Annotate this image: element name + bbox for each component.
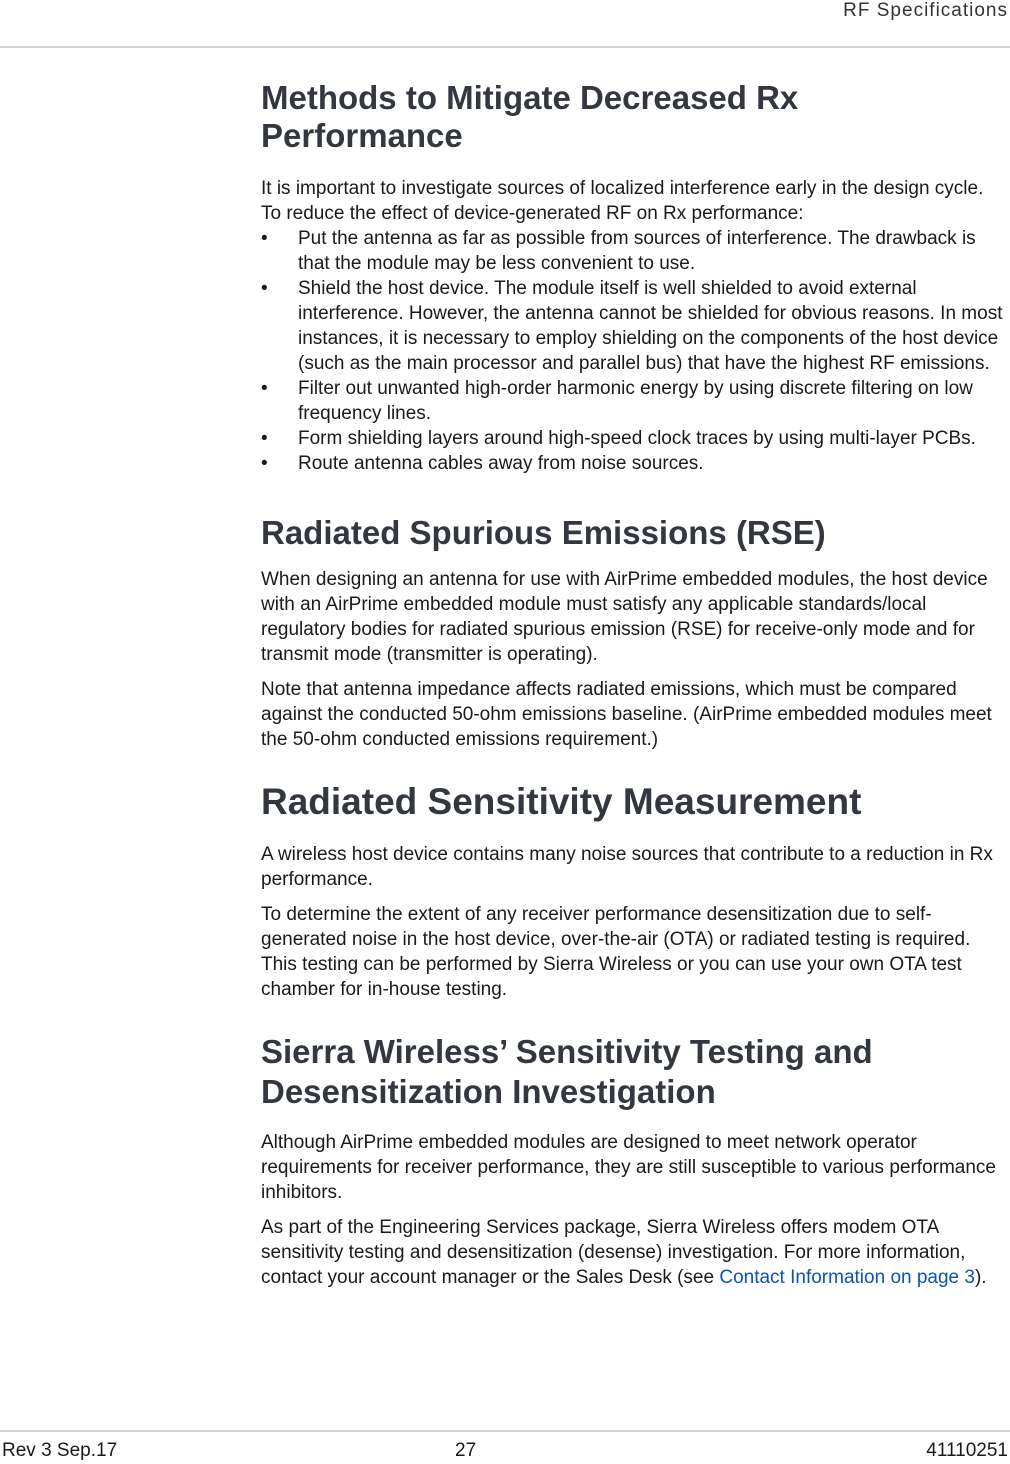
section-title-rsm: Radiated Sensitivity Measurement	[261, 781, 862, 822]
page-number: 27	[455, 1440, 477, 1461]
list-item: • Put the antenna as far as possible from sources of interference. The drawback is that the module may be less convenient to use.	[261, 228, 976, 274]
swi-paragraph-2: As part of the Engineering Services package, Sierra Wireless offers modem OTA sensitivity testing and desensitization (desense) investigation. For more information, contact your account manager or the Sales Desk (see Contact Information on page 3).	[261, 1217, 987, 1288]
section-title-rse: Radiated Spurious Emissions (RSE)	[261, 514, 826, 551]
rsm-paragraph-2: To determine the extent of any receiver performance desensitization due to self-generated noise in the host device, over-the-air (OTA) or radiated testing is required. This testing can be performed by Sierra Wireless or you can use your own OTA test chamber for in-house testing.	[261, 904, 971, 1000]
swi-paragraph-1: Although AirPrime embedded modules are designed to meet network operator requirements for receiver performance, they are still susceptible to various performance inhibitors.	[261, 1132, 996, 1203]
contact-information-link[interactable]: Contact Information on page 3	[719, 1267, 975, 1288]
header-rule	[0, 46, 1010, 48]
rx-bullet-list	[261, 226, 1007, 476]
bullet-icon: •	[261, 228, 268, 249]
bullet-icon: •	[261, 453, 268, 474]
rse-paragraph-1: When designing an antenna for use with AirPrime embedded modules, the host device with an AirPrime embedded module must satisfy any applicable standards/local regulatory bodies for radiated spurious emission (RSE) for receive-only mode and for transmit mode (transmitter is operating).	[261, 569, 988, 665]
rse-paragraph-2: Note that antenna impedance affects radiated emissions, which must be compared against the conducted 50-ohm emissions baseline. (AirPrime embedded modules meet the 50-ohm conducted emissions requirement.)	[261, 679, 992, 750]
section-title-rx: Methods to Mitigate Decreased Rx Performance	[261, 79, 799, 154]
list-item: • Route antenna cables away from noise sources.	[261, 453, 704, 474]
document-number: 41110251	[926, 1440, 1008, 1461]
running-header: RF Specifications	[843, 0, 1008, 21]
list-item: • Form shielding layers around high-speed clock traces by using multi-layer PCBs.	[261, 428, 976, 449]
rsm-paragraph-1: A wireless host device contains many noise sources that contribute to a reduction in Rx performance.	[261, 844, 993, 890]
bullet-icon: •	[261, 278, 268, 299]
bullet-icon: •	[261, 378, 268, 399]
page-content	[261, 79, 1007, 1290]
list-item: • Shield the host device. The module itself is well shielded to avoid external interference. However, the antenna cannot be shielded for obvious reasons. In most instances, it is necessary to employ shielding on the components of the host device (such as the main processor and parallel bus) that have the highest RF emissions.	[261, 278, 1003, 374]
rx-intro: It is important to investigate sources of localized interference early in the design cycle. To reduce the effect of device-generated RF on Rx performance:	[261, 178, 984, 224]
bullet-icon: •	[261, 428, 268, 449]
section-title-swi: Sierra Wireless’ Sensitivity Testing and Desensitization Investigation	[261, 1033, 873, 1110]
footer-rule	[0, 1430, 1010, 1432]
footer-revision: Rev 3 Sep.17	[2, 1440, 118, 1461]
list-item: • Filter out unwanted high-order harmonic energy by using discrete filtering on low frequency lines.	[261, 378, 973, 424]
